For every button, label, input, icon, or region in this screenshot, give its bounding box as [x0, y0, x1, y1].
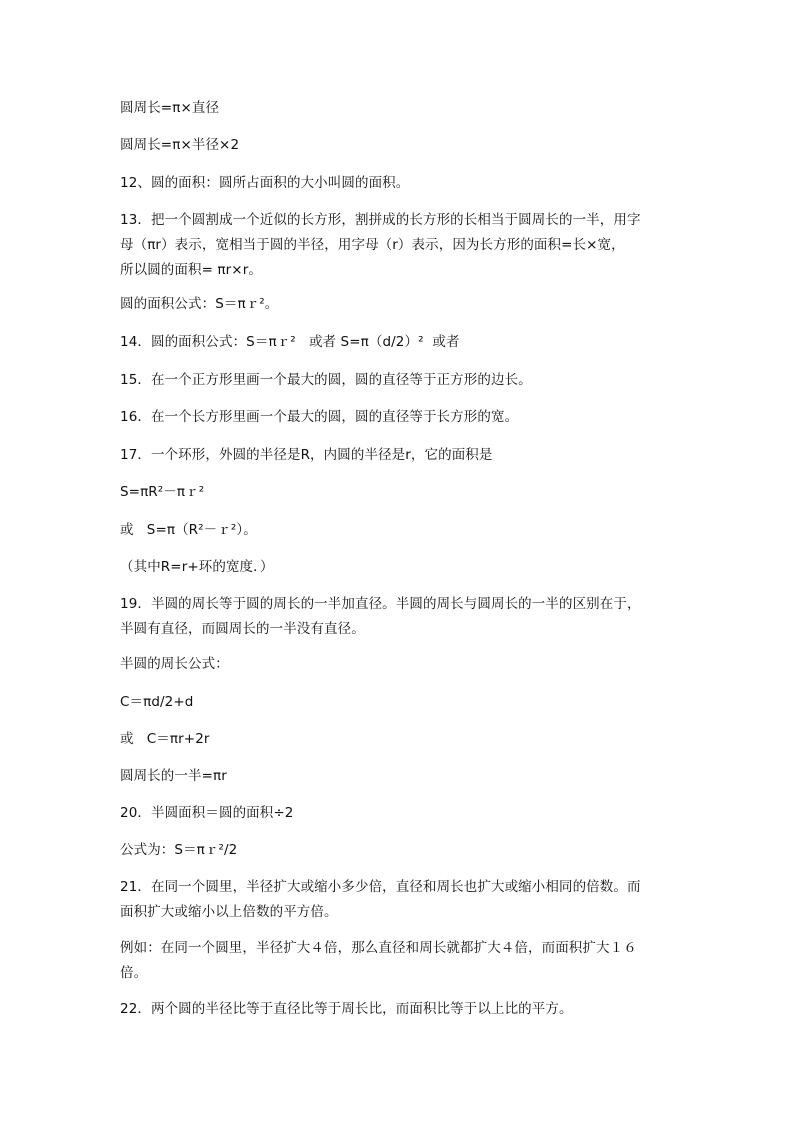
formula-line-circumference-radius: 圆周长=π×半径×2 — [120, 137, 240, 153]
point-12-circle-area-definition: 12、圆的面积：圆所占面积的大小叫圆的面积。 — [120, 175, 410, 191]
point-17-ring-area: 17．一个环形，外圆的半径是R，内圆的半径是r，它的面积是 — [120, 447, 493, 463]
point-21-scaling-rule: 21．在同一个圆里，半径扩大或缩小多少倍，直径和周长也扩大或缩小相同的倍数。而 面积扩大或缩小以上倍数的平方倍。 — [120, 879, 641, 920]
point-19-semicircle-perimeter: 19．半圆的周长等于圆的周长的一半加直径。半圆的周长与圆周长的一半的区别在于， 半圆有直径，而圆周长的一半没有直径。 — [120, 596, 641, 637]
circle-area-formula: 圆的面积公式：S＝πｒ²。 — [120, 296, 279, 312]
ring-area-formula-2: 或 S=π（R²－ｒ²）。 — [120, 522, 257, 538]
semicircle-area-formula: 公式为：S＝πｒ²/2 — [120, 842, 238, 858]
semicircle-perimeter-formula-1: C＝πd/2+d — [120, 694, 194, 710]
scaling-example: 例如：在同一个圆里，半径扩大４倍，那么直径和周长就都扩大４倍，而面积扩大１６ 倍。 — [120, 940, 637, 981]
point-14-circle-area-formula: 14．圆的面积公式：S＝πｒ² 或者 S=π（d/2）² 或者 — [120, 334, 460, 350]
semicircle-perimeter-heading: 半圆的周长公式： — [120, 656, 229, 672]
point-22-ratio-rule: 22．两个圆的半径比等于直径比等于周长比，而面积比等于以上比的平方。 — [120, 1001, 573, 1017]
ring-width-note: （其中R=r+环的宽度．） — [120, 559, 274, 575]
point-16-rectangle-circle: 16．在一个长方形里画一个最大的圆，圆的直径等于长方形的宽。 — [120, 409, 519, 425]
semicircle-perimeter-formula-2: 或 C＝πr+2r — [120, 731, 210, 747]
formula-line-circumference-diameter: 圆周长=π×直径 — [120, 100, 220, 116]
ring-area-formula-1: S=πR²－πｒ² — [120, 484, 205, 500]
point-20-semicircle-area: 20．半圆面积＝圆的面积÷2 — [120, 805, 294, 821]
half-circumference-formula: 圆周长的一半=πr — [120, 768, 227, 784]
point-13-circle-area-derivation: 13．把一个圆割成一个近似的长方形，割拼成的长方形的长相当于圆周长的一半，用字 母（πr）表示，宽相当于圆的半径，用字母（r）表示，因为长方形的面积=长×宽， 所以圆的面积= πr×r。 — [120, 212, 641, 278]
point-15-square-circle: 15．在一个正方形里画一个最大的圆，圆的直径等于正方形的边长。 — [120, 372, 532, 388]
